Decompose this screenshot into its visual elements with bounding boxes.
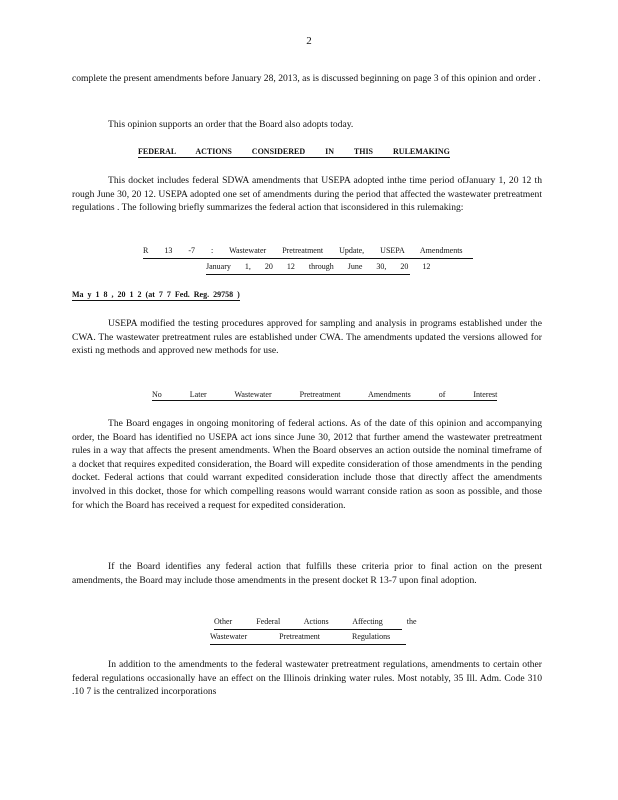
heading-federal-actions-text: FEDERAL ACTIONS CONSIDERED IN THIS RULEMAKING xyxy=(138,147,450,156)
paragraph-usepa-text: USEPA modified the testing procedures approved for sampling and analysis in programs established under the CWA. The wastewater pretreatment rules are established under CWA. The amendments updated the versions allowed for existi ng methods and approved new methods for use. xyxy=(72,318,542,357)
citation-text: Ma y 1 8 , 20 1 2 (at 7 7 Fed. Reg. 29758 ) xyxy=(72,290,240,299)
table-header-rule2 xyxy=(206,274,410,275)
table-header-line2: January 1, 20 12 through June 30, 20 12 xyxy=(206,262,431,271)
paragraph-board-engages-text: The Board engages in ongoing monitoring of federal actions. As of the date of this opinion and accompanying order, the Board has identified no USEPA act ions since June 30, 2012 that further amend the wastewater pretreatment rules in a way that affects the present amendments. When the Board observes an action outside the nominal timeframe of a docket that requires expedited consideration, the Board will expedite consideration of those amendments in the pending docket. Federal actions that could warrant expedited consideration include those that directly affect the amendments involved in this docket, those for which compelling reasons would warrant conside ration as soon as possible, and those for which the Board has received a request for expedited consideration. xyxy=(72,418,542,511)
paragraph-board-engages xyxy=(72,417,542,512)
paragraph-if-board-text: If the Board identifies any federal action that fulfills these criteria prior to final action on the present amendments, the Board may include those amendments in the present docket R 13-7 upon final adoption. xyxy=(72,561,542,586)
heading-other-line1: Other Federal Actions Affecting the xyxy=(214,617,417,626)
paragraph-docket xyxy=(72,174,542,215)
heading-other-rule2 xyxy=(210,644,406,645)
paragraph-addition xyxy=(72,658,542,699)
paragraph-supports-text: This opinion supports an order that the Board also adopts today. xyxy=(108,119,354,130)
paragraph-intro xyxy=(72,72,542,86)
paragraph-if-board xyxy=(72,560,542,587)
heading-other-rule1 xyxy=(214,629,402,630)
heading-no-later-text: No Later Wastewater Pretreatment Amendments of Interest xyxy=(152,390,498,399)
table-header-line1: R 13 -7 : Wastewater Pretreatment Update, USEPA Amendments xyxy=(143,246,463,255)
table-header-rule1 xyxy=(143,258,473,259)
heading-no-later xyxy=(152,390,497,401)
paragraph-docket-text: This docket includes federal SDWA amendments that USEPA adopted inthe time period ofJanuary 1, 20 12 th rough June 30, 20 12. USEPA adopted one set of amendments during the period that affected the wastewater pretreatment regulations . The following briefly summarizes the federal action that isconsidered in this rulemaking: xyxy=(72,175,542,214)
heading-other-line2: Wastewater Pretreatment Regulations xyxy=(210,632,391,641)
paragraph-intro-text: complete the present amendments before January 28, 2013, as is discussed beginning on page 3 of this opinion and order . xyxy=(72,73,541,84)
paragraph-usepa xyxy=(72,317,542,358)
citation xyxy=(72,290,240,299)
heading-federal-actions xyxy=(138,147,450,158)
paragraph-addition-text: In addition to the amendments to the federal wastewater pretreatment regulations, amendments to certain other federal regulations occasionally have an effect on the Illinois drinking water rules. Most notably, 35 Ill. Adm. Code 310 .10 7 is the centralized incorporations xyxy=(72,659,542,698)
page-number: 2 xyxy=(306,35,312,47)
paragraph-supports xyxy=(72,118,542,132)
